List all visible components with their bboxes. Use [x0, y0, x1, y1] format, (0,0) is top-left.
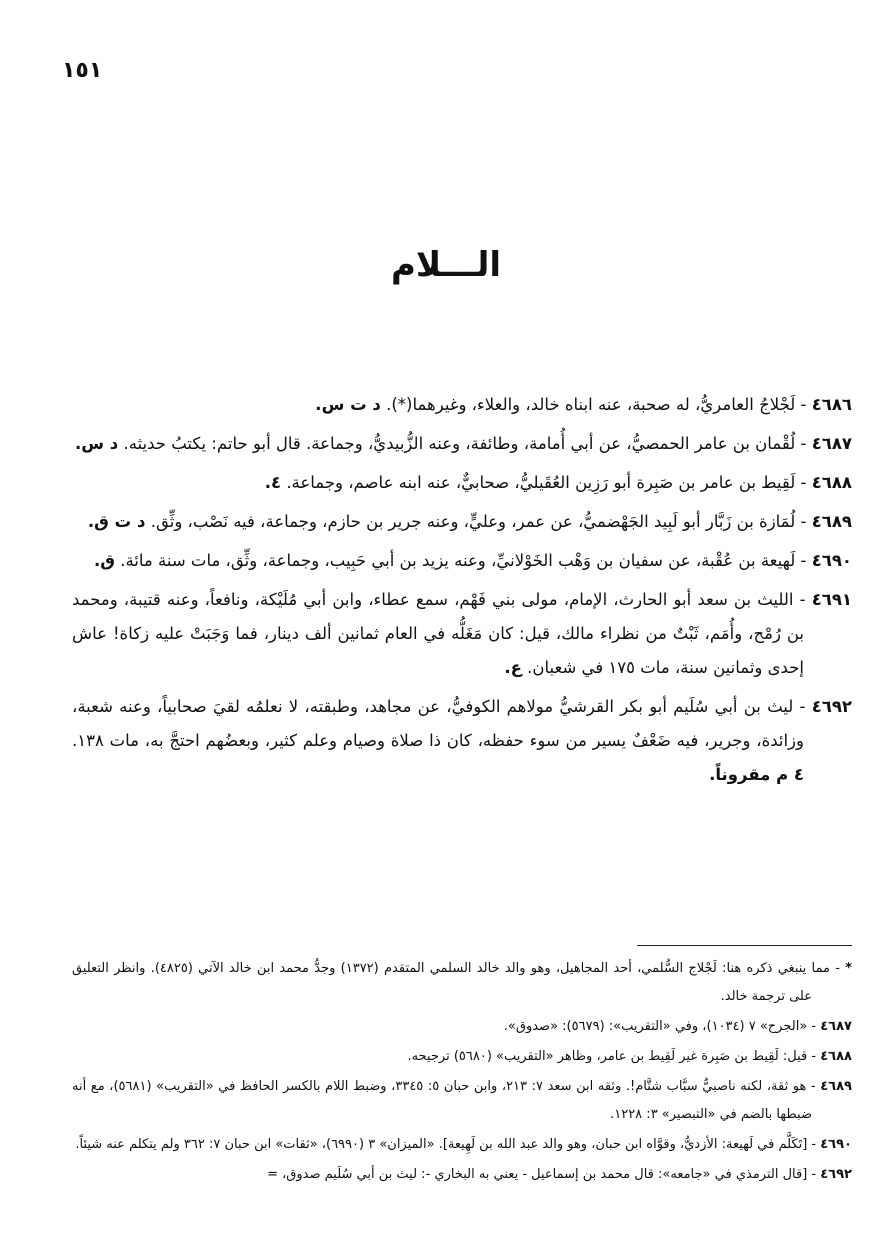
entries-list: [72, 388, 852, 797]
entry-symbols: ق.: [93, 551, 115, 570]
entry-number: ٤٦٩٠: [811, 551, 852, 570]
footnote-marker: *: [845, 961, 852, 976]
entry-text: ليث بن أبي سُلَيم أبو بكر القرشيُّ مولاهم الكوفيُّ، عن مجاهد، وطبقته، لا نعلمُه لقيَ صحابياً، وعنه شعبة، وزائدة، وجرير، فيه ضَعْفٌ يسير من سوء حفظه، كان ذا صلاة وصيام وعلم كثير، وبعضُهم احتجَّ به، مات ١٣٨.: [72, 697, 804, 750]
entry-symbols: د س.: [74, 434, 119, 453]
entry-number: ٤٦٨٨: [811, 473, 852, 492]
footnote: ٤٦٨٧ - «الجرح» ٧ (١٠٣٤)، وفي «التقريب»: (٥٦٧٩): «صدوق».: [503, 1019, 852, 1034]
entry: ٤٦٨٦ - لَجْلاجُ العامريُّ، له صحبة، عنه ابناه خالد، والعلاء، وغيرهما(*). د ت س.: [315, 395, 852, 414]
entry: ٤٦٨٧ - لُقْمان بن عامر الحمصيُّ، عن أبي أُمامة، وطائفة، وعنه الزُّبيديُّ، وجماعة. قال أبو حاتم: يكتبُ حديثه. د س.: [74, 434, 852, 453]
entry-symbols: ع.: [504, 658, 522, 677]
entry-text: الليث بن سعد أبو الحارث، الإمام، مولى بني فَهْم، سمع عطاء، وابن أبي مُلَيْكة، ونافعاً، وعنه قتيبة، ومحمد بن رُمْح، وأُمَم، ثَبْتٌ من نظراء مالك، قيل: كان مَغَلُّه في العام ثمانين ألف دينار، فما وَجَبَتْ عليه زكاة! عاش إحدى وثمانين سنة، مات ١٧٥ في شعبان.: [72, 590, 804, 677]
entry-number: ٤٦٨٦: [811, 395, 852, 414]
entry: ٤٦٩١ - الليث بن سعد أبو الحارث، الإمام، مولى بني فَهْم، سمع عطاء، وابن أبي مُلَيْكة، ونافعاً، وعنه قتيبة، ومحمد بن رُمْح، وأُمَم، ثَبْتٌ من نظراء مالك، قيل: كان مَغَلُّه في العام ثمانين ألف دينار، فما وَجَبَتْ عليه زكاة! عاش إحدى وثمانين سنة، مات ١٧٥ في شعبان. ع.: [72, 590, 852, 677]
entry: ٤٦٩٢ - ليث بن أبي سُلَيم أبو بكر القرشيُّ مولاهم الكوفيُّ، عن مجاهد، وطبقته، لا نعلمُه لقيَ صحابياً، وعنه شعبة، وزائدة، وجرير، فيه ضَعْفٌ يسير من سوء حفظه، كان ذا صلاة وصيام وعلم كثير، وبعضُهم احتجَّ به، مات ١٣٨. ٤ م مقروناً.: [72, 697, 852, 784]
entry-number: ٤٦٩١: [811, 590, 852, 609]
entry: ٤٦٨٨ - لَقِيط بن عامر بن صَبِرة أبو رَزِين العُقَيليُّ، صحابيٌّ، عنه ابنه عاصم، وجماعة. ٤.: [264, 473, 852, 492]
entry-text: لَهيعة بن عُقْبة، عن سفيان بن وَهْب الخَوْلانيِّ، وعنه يزيد بن أبي حَبِيب، وجماعة، وثِّق، مات سنة مائة.: [120, 551, 796, 570]
entry-text: لُمَازة بن زَبَّار أبو لَبِيد الجَهْضميُّ، عن عمر، وعليٍّ، وعنه جرير بن حازم، وجماعة، فيه نَصْب، وثِّق.: [150, 512, 796, 531]
entry-number: ٤٦٨٩: [811, 512, 852, 531]
footnotes-list: [72, 955, 852, 1191]
footnote: ٤٦٩٢ - [قال الترمذي في «جامعه»: قال محمد بن إسماعيل - يعني به البخاري -: ليث بن أبي سُلَيم صدوق، =: [267, 1167, 852, 1182]
entry-symbols: د ت ق.: [87, 512, 146, 531]
entry-symbols: ٤.: [264, 473, 282, 492]
footnote: ٤٦٨٩ - هو ثقة، لكنه ناصبيٌّ سبَّاب شتَّام!. وثقه ابن سعد ٧: ٢١٣، وابن حبان ٥: ٣٣٤٥، وضبط اللام بالكسر الحافظ في «التقريب» (٥٦٨١)، مع أنه ضبطها بالضم في «التبصير» ٣: ١٢٢٨.: [72, 1079, 852, 1122]
footnote-marker: ٤٦٨٧: [820, 1019, 852, 1034]
entry-number: ٤٦٩٢: [811, 697, 852, 716]
entry-text: لُقْمان بن عامر الحمصيُّ، عن أبي أُمامة، وطائفة، وعنه الزُّبيديُّ، وجماعة. قال أبو حاتم: يكتبُ حديثه.: [123, 434, 796, 453]
entry-symbols: د ت س.: [315, 395, 381, 414]
entry-number: ٤٦٨٧: [811, 434, 852, 453]
footnote-divider: [637, 945, 852, 946]
footnote-text: هو ثقة، لكنه ناصبيٌّ سبَّاب شتَّام!. وثقه ابن سعد ٧: ٢١٣، وابن حبان ٥: ٣٣٤٥، وضبط اللام بالكسر الحافظ في «التقريب» (٥٦٨١)، مع أنه ضبطها بالضم في «التبصير» ٣: ١٢٢٨.: [72, 1079, 812, 1122]
footnote: ٤٦٩٠ - [تَكَلَّم في لَهيعة: الأزديُّ، وقوَّاه ابن حبان، وهو والد عبد الله بن لَهِيعة]. «الميزان» ٣ (٦٩٩٠)، «ثقات» ابن حبان ٧: ٣٦٢ ولم يتكلم عنه شيئاً.: [75, 1137, 852, 1152]
entry: ٤٦٨٩ - لُمَازة بن زَبَّار أبو لَبِيد الجَهْضميُّ، عن عمر، وعليٍّ، وعنه جرير بن حازم، وجماعة، فيه نَصْب، وثِّق. د ت ق.: [87, 512, 852, 531]
footnote-text: «الجرح» ٧ (١٠٣٤)، وفي «التقريب»: (٥٦٧٩): «صدوق».: [503, 1019, 808, 1034]
chapter-title: الـــلام: [390, 245, 502, 285]
footnote-text: مما ينبغي ذكره هنا: لَجْلاج السُّلمي، أحد المجاهيل، وهو والد خالد السلمي المتقدم (١٣٧٢) وجدُّ محمد ابن خالد الآتي (٤٨٢٥). وانظر التعليق على ترجمة خالد.: [72, 961, 830, 1004]
entry-text: لَجْلاجُ العامريُّ، له صحبة، عنه ابناه خالد، والعلاء، وغيرهما(*).: [386, 395, 796, 414]
footnote: ٤٦٨٨ - قيل: لَقِيط بن صَبِرة غير لَقِيط بن عامر، وظاهر «التقريب» (٥٦٨٠) ترجيحه.: [407, 1049, 852, 1064]
footnote-text: [قال الترمذي في «جامعه»: قال محمد بن إسماعيل - يعني به البخاري -: ليث بن أبي سُلَيم صدوق، =: [267, 1167, 808, 1182]
footnote: * - مما ينبغي ذكره هنا: لَجْلاج السُّلمي، أحد المجاهيل، وهو والد خالد السلمي المتقدم (١٣٧٢) وجدُّ محمد ابن خالد الآتي (٤٨٢٥). وانظر التعليق على ترجمة خالد.: [72, 961, 852, 1004]
entry-text: لَقِيط بن عامر بن صَبِرة أبو رَزِين العُقَيليُّ، صحابيٌّ، عنه ابنه عاصم، وجماعة.: [286, 473, 796, 492]
footnote-text: قيل: لَقِيط بن صَبِرة غير لَقِيط بن عامر، وظاهر «التقريب» (٥٦٨٠) ترجيحه.: [407, 1049, 808, 1064]
entry-symbols: ٤ م مقروناً.: [709, 765, 804, 784]
footnote-text: [تَكَلَّم في لَهيعة: الأزديُّ، وقوَّاه ابن حبان، وهو والد عبد الله بن لَهِيعة]. «الميزان» ٣ (٦٩٩٠)، «ثقات» ابن حبان ٧: ٣٦٢ ولم يتكلم عنه شيئاً.: [75, 1137, 808, 1152]
footnote-marker: ٤٦٨٨: [820, 1049, 852, 1064]
footnote-marker: ٤٦٩٢: [820, 1167, 852, 1182]
page-number: ١٥١: [62, 58, 103, 83]
footnote-marker: ٤٦٩٠: [820, 1137, 852, 1152]
entry: ٤٦٩٠ - لَهيعة بن عُقْبة، عن سفيان بن وَهْب الخَوْلانيِّ، وعنه يزيد بن أبي حَبِيب، وجماعة، وثِّق، مات سنة مائة. ق.: [93, 551, 852, 570]
footnote-marker: ٤٦٨٩: [820, 1079, 852, 1094]
